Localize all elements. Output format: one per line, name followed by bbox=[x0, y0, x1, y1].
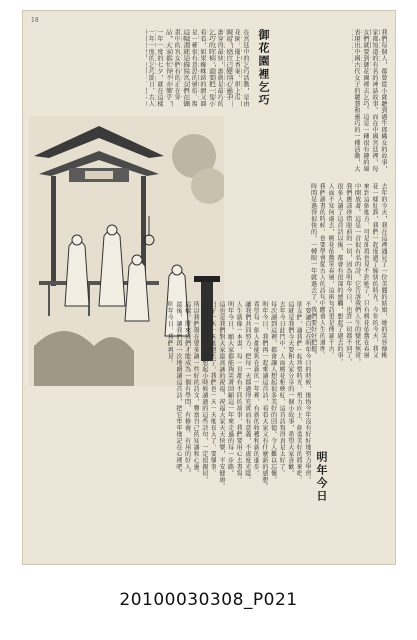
text-column: 一年一度的乞巧節日，古人 bbox=[147, 29, 155, 107]
text-column: 最後，讓我們再一次地朗讀這首詩，把它牢牢地記在心裡吧。 bbox=[175, 301, 182, 477]
text-column: 賜福，使自己變得心靈手 bbox=[224, 29, 232, 101]
text-column: 看看，如果蜘蛛結的網又圓 bbox=[199, 29, 206, 107]
text-column: 這幅畫就是描寫宮女們在御 bbox=[181, 29, 189, 107]
text-column: 每次讀到這裡，都會讓人想起很多美好的回憶，令人難以忘懷。 bbox=[269, 301, 277, 483]
text-column: 明年今日，願大家都能夠笑著回顧這一年來走過的每一步路。 bbox=[226, 301, 234, 477]
text-column: 我們應該珍惜眼前的一切，因為明年今日，也許一切都不同了。 bbox=[344, 183, 352, 365]
text-column: 明年今日，我們再見。 bbox=[166, 301, 174, 366]
text-column: 中開放著。這是一首很有名的詩，它告訴我們人生的變化無常。 bbox=[353, 183, 361, 365]
text-column: 表現出中國古代女子的聰慧和靈巧的一種活動，大 bbox=[353, 29, 360, 172]
text-column: 很多人讀了這首詩以後，都會有很深的感觸，想起了過去的事。 bbox=[336, 183, 343, 365]
text-column: 我們讀書的時候，也要學會從古人的詩句中體會人生的道理。 bbox=[318, 183, 326, 359]
text-column: 去年今日此門中，人面桃花相映紅，這首詩寫得真是太好了。 bbox=[278, 301, 286, 477]
text-column: 畫中的宮女們有的正在穿 bbox=[173, 29, 181, 101]
text-column: 這就是我們今天要和大家分享的一個小故事，希望大家喜歡。 bbox=[286, 301, 294, 477]
article-title-qiqiao: 御花園裡乞巧 bbox=[257, 29, 270, 107]
text-column: 花一樣紅潤，我們一起度過了愉快的時光。今年的今天，我又 bbox=[371, 183, 379, 359]
magazine-page bbox=[22, 10, 396, 565]
text-column: 日子一天一天地過去了，我們也一天一天地長大了，要懂事。 bbox=[209, 301, 217, 477]
text-column: 不要讓自己在明年今日的時候，後悔今年沒有好好地努力學習。 bbox=[304, 301, 311, 483]
text-column: 時間是過得很快的，一轉眼一年就過去了，我們要好好把握。 bbox=[309, 183, 317, 359]
text-column: 花園，擺上香案，供上瓜 bbox=[233, 29, 241, 101]
text-column: 乞巧的時候，還要把一隻小 bbox=[207, 29, 215, 107]
text-column: 朋友們，讓我們一起珍惜時光，努力向上，創造美好的將來吧。 bbox=[295, 301, 303, 483]
text-column: 人生就像一本書，每一頁都有不同的故事，我們要用心去書寫。 bbox=[235, 301, 243, 483]
text-column: 在宮廷中的乞巧活動，是由 bbox=[242, 29, 249, 107]
text-column: 品，大家都忙得不亦樂乎， bbox=[164, 29, 172, 107]
text-column: 人面不知何處去，桃花依舊笑春風，這兩句詩更是傳誦千古。 bbox=[327, 183, 335, 359]
text-column: 明年今日，我們再一起來讀這首詩，看看大家又有什麼新的感想。 bbox=[261, 301, 268, 490]
text-column: 一年一度的七夕，就在這樣 bbox=[156, 29, 163, 107]
text-column: 來到這個地方，可是卻再也見不到她了，只有桃花依舊在春風 bbox=[362, 183, 370, 359]
article-title-mingnian: 明年今日 bbox=[315, 451, 328, 503]
text-column: 讓我們共同努力，把每一天都過得充實而有意義，不虛度光陰。 bbox=[243, 301, 251, 483]
text-column: 誰穿得最快，誰就是最巧的 bbox=[216, 29, 224, 107]
text-column: 這也是我們對大家最真誠的祝福，祝福大家天天快樂，平安健康。 bbox=[218, 301, 225, 490]
text-column: 這樣，將來我們才能成為一個有學問、有修養、有用的好人。 bbox=[183, 301, 191, 477]
page-number: 18 bbox=[31, 17, 39, 24]
text-column: 是一種很有意思的風俗。現 bbox=[190, 29, 198, 107]
text-column: 去年的今天，我在這裡遇見了一位美麗的姑娘，她的笑容像桃 bbox=[380, 183, 387, 359]
text-column: 所以我們現在要多讀一些好的詩文，豐富自己的知識和心靈。 bbox=[192, 301, 200, 477]
text-column: 我們每個人，都曾從小就聽到過牛郎織女的故事， bbox=[380, 29, 387, 172]
text-column: 當我們長大以後，回想起小時候讀過的這些詩句，一定很親切。 bbox=[200, 301, 208, 483]
text-column: 女們就要到御花園裡去乞巧。這是一種很有趣的風 bbox=[362, 29, 369, 172]
text-column: 家都知道的有名的神話故事。而在中國宮廷裡，每 bbox=[371, 29, 378, 172]
document-id-caption: 20100030308_P021 bbox=[119, 590, 298, 610]
text-column: 希望每一個人都能夠在新的一年裡，有新的收穫和新的進步。 bbox=[252, 301, 260, 477]
